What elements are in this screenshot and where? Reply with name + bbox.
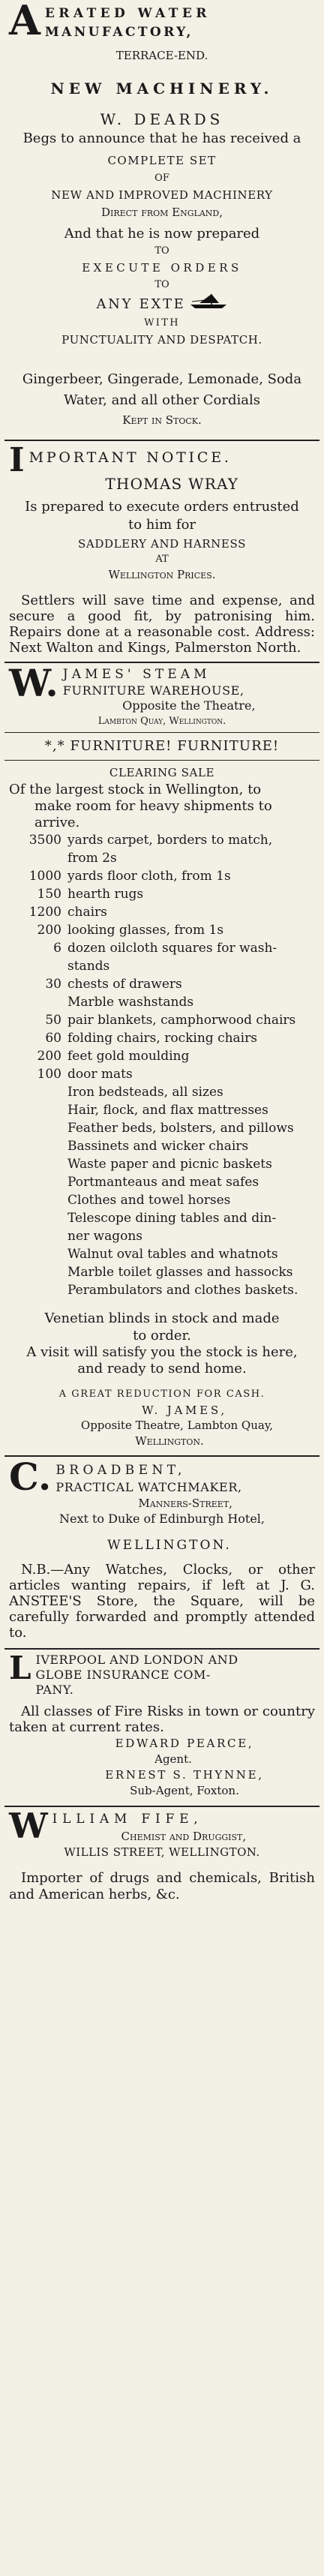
notice-name: THOMAS WRAY — [105, 475, 239, 493]
aerated-to-1: TO — [154, 245, 170, 257]
james-title: JAMES' STEAM — [62, 667, 211, 682]
important-notice-advert — [0, 441, 324, 656]
broadbent-advert — [0, 1457, 324, 1641]
stock-list-item — [9, 1263, 315, 1281]
james-intro-1: Of the largest stock in Wellington, to — [9, 782, 262, 797]
stock-list-item — [9, 957, 315, 975]
broadbent-next-to: Next to Duke of Edinburgh Hotel, — [58, 1512, 266, 1526]
stock-quantity: 200 — [37, 1049, 62, 1064]
stock-description: door mats — [68, 1067, 133, 1082]
james-heading — [9, 661, 315, 731]
stock-quantity: 100 — [37, 1067, 62, 1082]
aerated-machinery: NEW AND IMPROVED MACHINERY — [51, 188, 273, 202]
broadbent-city: WELLINGTON. — [107, 1538, 232, 1553]
stock-quantity: 200 — [37, 923, 62, 938]
liverpool-title-1: IVERPOOL AND LONDON AND — [35, 1653, 238, 1667]
stock-quantity: 150 — [37, 887, 62, 902]
liverpool-title-3: PANY. — [35, 1683, 74, 1697]
stock-list-item — [9, 1119, 315, 1137]
aerated-products-2: Water, and all other Cordials — [63, 392, 261, 408]
stock-description: pair blankets, camphorwood chairs — [68, 1013, 296, 1028]
broadbent-watchmaker: PRACTICAL WATCHMAKER, — [56, 1480, 242, 1494]
fife-profession: Chemist and Druggist, — [121, 1830, 247, 1843]
james-venetian-2: to order. — [133, 1328, 191, 1344]
aerated-kept: Kept in Stock. — [122, 413, 202, 427]
stock-description: chairs — [68, 905, 107, 920]
fife-title: ILLIAM FIFE, — [52, 1812, 203, 1827]
aerated-any-extent-text: ANY EXTE — [96, 296, 186, 312]
stock-quantity: 1000 — [28, 869, 62, 884]
stock-list-item — [9, 1101, 315, 1119]
stock-description: ner wagons — [68, 1229, 143, 1244]
james-address: Lambton Quay, Wellington. — [98, 716, 226, 727]
stock-list-item — [9, 1155, 315, 1173]
liverpool-agent-title: Agent. — [154, 1752, 192, 1766]
stock-quantity: 50 — [45, 1013, 62, 1028]
liverpool-sub-title: Sub-Agent, Foxton. — [130, 1784, 239, 1797]
stock-quantity: 3500 — [28, 833, 62, 848]
stock-description: Marble washstands — [68, 995, 194, 1010]
stock-list-item — [9, 849, 315, 867]
notice-dropcap: I — [9, 441, 25, 479]
notice-title: MPORTANT NOTICE. — [28, 449, 232, 466]
stock-list-item — [9, 867, 315, 885]
broadbent-body: N.B.—Any Watches, Clocks, or other articles wanting repairs, if left at J. G. ANSTEE'S Store, the Square, will be carefully forwarded and promptly attended to. — [9, 1562, 315, 1641]
stock-quantity: 30 — [45, 977, 62, 992]
james-venetian-1: Venetian blinds in stock and made — [44, 1311, 280, 1326]
stock-description: Telescope dining tables and din- — [68, 1211, 277, 1226]
aerated-title: ERATED WATER — [44, 6, 211, 21]
stock-description: Iron bedsteads, all sizes — [68, 1085, 224, 1100]
fife-dropcap: W — [9, 1806, 48, 1846]
stock-list-item — [9, 1011, 315, 1029]
james-headline: *,* FURNITURE! FURNITURE! — [44, 738, 280, 754]
stock-list-item — [9, 1227, 315, 1245]
stock-description: Perambulators and clothes baskets. — [68, 1283, 298, 1298]
notice-at: AT — [155, 554, 169, 565]
stock-list-item — [9, 921, 315, 939]
stock-description: hearth rugs — [68, 887, 144, 902]
liverpool-dropcap: L — [9, 1650, 32, 1686]
ship-icon — [189, 293, 228, 317]
aerated-title-line2: MANUFACTORY, — [44, 25, 194, 40]
james-intro-2: make room for heavy shipments to — [34, 798, 272, 814]
aerated-headline: NEW MACHINERY. — [50, 80, 274, 98]
stock-quantity: 1200 — [28, 905, 62, 920]
stock-quantity: 6 — [53, 941, 62, 956]
notice-body: Settlers will save time and expense, and secure a good fit, by patronising him. Repairs done at a reasonable cost. Address: Next Walton and Kings, Palmerston North. — [9, 593, 315, 656]
stock-list-item — [9, 1047, 315, 1065]
aerated-products-1: Gingerbeer, Gingerade, Lemonade, Soda — [22, 371, 302, 387]
stock-list-item — [9, 1245, 315, 1263]
james-furniture-advert — [0, 663, 324, 1449]
stock-list-item — [9, 1065, 315, 1083]
stock-description: feet gold moulding — [68, 1049, 190, 1064]
stock-list-item — [9, 975, 315, 993]
aerated-of: OF — [154, 173, 170, 184]
stock-list-item — [9, 1083, 315, 1101]
stock-list-item — [9, 993, 315, 1011]
aerated-heading — [9, 2, 315, 45]
stock-description: from 2s — [68, 851, 117, 866]
stock-description: yards floor cloth, from 1s — [68, 869, 231, 884]
broadbent-heading — [9, 1455, 315, 1536]
liverpool-sub-name: ERNEST S. THYNNE, — [105, 1768, 264, 1782]
stock-description: Walnut oval tables and whatnots — [68, 1247, 278, 1262]
james-stock-list — [9, 831, 315, 1299]
stock-description: Waste paper and picnic baskets — [68, 1157, 272, 1172]
stock-list-item — [9, 885, 315, 903]
divider — [4, 732, 320, 733]
notice-prices: Wellington Prices. — [108, 568, 216, 581]
james-sig-city: Wellington. — [135, 1434, 204, 1448]
stock-list-item — [9, 1191, 315, 1209]
liverpool-agent-name: EDWARD PEARCE, — [115, 1737, 254, 1750]
liverpool-title-2: GLOBE INSURANCE COM- — [35, 1668, 211, 1682]
james-visit-2: and ready to send home. — [77, 1361, 247, 1377]
james-clearing: CLEARING SALE — [109, 766, 215, 779]
james-sig-name: W. JAMES, — [142, 1404, 227, 1417]
james-dropcap: W. — [9, 661, 58, 705]
aerated-begs: Begs to announce that he has received a — [22, 131, 302, 146]
james-reduction: A GREAT REDUCTION FOR CASH. — [58, 1389, 266, 1400]
stock-description: looking glasses, from 1s — [68, 923, 224, 938]
james-visit-1: A visit will satisfy you the stock is here, — [26, 1344, 298, 1360]
stock-list-item — [9, 903, 315, 921]
aerated-water-advert — [0, 0, 324, 429]
aerated-complete-set: COMPLETE SET — [107, 154, 217, 167]
liverpool-insurance-advert — [0, 1650, 324, 1798]
stock-description: stands — [68, 959, 110, 974]
aerated-to-2: TO — [154, 279, 170, 290]
aerated-proprietor: W. DEARDS — [100, 110, 224, 128]
notice-trade: SADDLERY AND HARNESS — [78, 537, 246, 551]
james-intro-3: arrive. — [34, 815, 80, 830]
stock-list-item — [9, 1173, 315, 1191]
aerated-with: WITH — [144, 317, 180, 329]
aerated-punctuality: PUNCTUALITY AND DESPATCH. — [62, 333, 262, 347]
stock-description: Marble toilet glasses and hassocks — [68, 1265, 293, 1280]
stock-list-item — [9, 831, 315, 849]
stock-description: chests of drawers — [68, 977, 182, 992]
fife-body: Importer of drugs and chemicals, British and American herbs, &c. — [9, 1870, 315, 1902]
aerated-prepared: And that he is now prepared — [64, 226, 260, 242]
liverpool-heading — [9, 1650, 315, 1698]
stock-list-item — [9, 1029, 315, 1047]
stock-list-item — [9, 1281, 315, 1299]
broadbent-title: BROADBENT, — [56, 1463, 186, 1478]
fife-heading — [9, 1806, 315, 1860]
james-warehouse: FURNITURE WAREHOUSE, — [62, 683, 244, 698]
stock-description: folding chairs, rocking chairs — [68, 1031, 257, 1046]
aerated-execute: EXECUTE ORDERS — [82, 261, 242, 275]
stock-list-item — [9, 1137, 315, 1155]
broadbent-street: Manners-Street, — [138, 1497, 232, 1510]
aerated-direct: Direct from England, — [101, 206, 223, 219]
stock-description: Feather beds, bolsters, and pillows — [68, 1121, 294, 1136]
stock-quantity: 60 — [45, 1031, 62, 1046]
notice-heading — [9, 441, 315, 479]
stock-description: dozen oilcloth squares for wash- — [68, 941, 278, 956]
fife-chemist-advert — [0, 1807, 324, 1903]
broadbent-dropcap: C. — [9, 1455, 52, 1499]
stock-list-item — [9, 939, 315, 957]
stock-description: Bassinets and wicker chairs — [68, 1139, 249, 1154]
stock-list-item — [9, 1209, 315, 1227]
stock-description: Portmanteaus and meat safes — [68, 1175, 260, 1190]
notice-prepared-1: Is prepared to execute orders entrusted — [25, 499, 299, 515]
stock-description: Clothes and towel horses — [68, 1193, 231, 1208]
stock-description: Hair, flock, and flax mattresses — [68, 1103, 268, 1118]
liverpool-body: All classes of Fire Risks in town or country taken at current rates. — [9, 1704, 315, 1735]
james-sig-address: Opposite Theatre, Lambton Quay, — [80, 1419, 274, 1432]
aerated-any-extent — [9, 293, 315, 317]
aerated-dropcap: A — [9, 0, 40, 44]
fife-address: WILLIS STREET, WELLINGTON. — [64, 1845, 260, 1859]
divider — [4, 760, 320, 761]
aerated-location: TERRACE-END. — [116, 49, 208, 62]
notice-prepared-2: to him for — [128, 517, 196, 533]
james-opposite: Opposite the Theatre, — [122, 698, 256, 713]
stock-description: yards carpet, borders to match, — [68, 833, 273, 848]
